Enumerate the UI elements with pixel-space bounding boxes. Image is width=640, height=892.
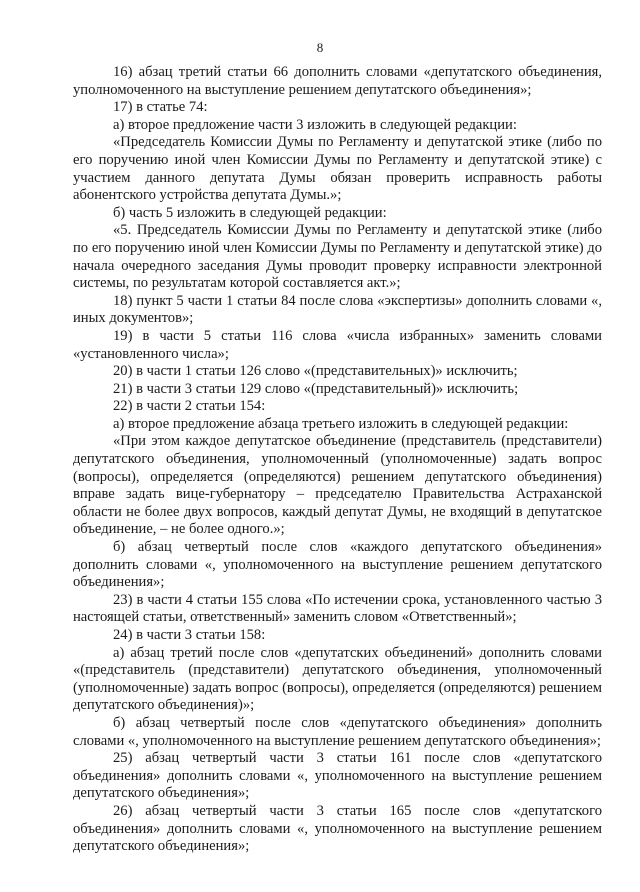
paragraph-17a: а) второе предложение части 3 изложить в следующей редакции: bbox=[113, 116, 517, 133]
paragraph-21: 21) в части 3 статьи 129 слово «(представительный)» исключить; bbox=[113, 380, 519, 397]
paragraph-24: 24) в части 3 статьи 158: bbox=[113, 627, 266, 643]
paragraph-22b: б) абзац четвертый после слов «каждого депутатского объединения» дополнить словами «, уполномоченного на выступление решением депутатского объединения»; bbox=[73, 539, 602, 591]
page-number: 8 bbox=[316, 40, 324, 55]
paragraph-24a: а) абзац третий после слов «депутатских объединений» дополнить словами «(представитель (представители) депутатского объединения, уполномоченный (уполномоченные) задать вопрос (вопросы), определяется (определяются) решением депутатского объединения)»; bbox=[73, 644, 602, 714]
paragraph-16: 16) абзац третий статьи 66 дополнить словами «депутатского объединения, уполномоченного на выступление решением депутатского объединения»; bbox=[73, 64, 602, 98]
paragraph-26: 26) абзац четвертый части 3 статьи 165 после слов «депутатского объединения» дополнить словами «, уполномоченного на выступление решением депутатского объединения»; bbox=[73, 802, 602, 855]
paragraph-17: 17) в статье 74: bbox=[113, 99, 208, 116]
paragraph-17a-quote: «Председатель Комиссии Думы по Регламенту и депутатской этике (либо по его поручению иной член Комиссии Думы по Регламенту и депутатской этике) с участием данного депутата Думы обязан проверить исправность работы абонентского устройства депутата Думы.»; bbox=[73, 134, 602, 204]
paragraph-25: 25) абзац четвертый части 3 статьи 161 после слов «депутатского объединения» дополнить словами «, уполномоченного на выступление решением депутатского объединения»; bbox=[73, 750, 602, 802]
paragraph-17b: б) часть 5 изложить в следующей редакции: bbox=[113, 204, 387, 221]
document-body bbox=[73, 64, 602, 856]
paragraph-18: 18) пункт 5 части 1 статьи 84 после слова «экспертизы» дополнить словами «, иных документов»; bbox=[73, 292, 602, 327]
paragraph-22a-quote: «При этом каждое депутатское объединение (представитель (представители) депутатского объединения, уполномоченный (уполномоченные) задать вопрос (вопросы), определяется (определяются) решением депутатского объединения) вправе задать вице-губернатору – председателю Правительства Астраханской области не более двух вопросов, каждый депутат Думы, не входящий в депутатское объединение, – не более одного.»; bbox=[73, 433, 602, 538]
paragraph-22: 22) в части 2 статьи 154: bbox=[113, 398, 266, 415]
paragraph-24b: б) абзац четвертый после слов «депутатского объединения» дополнить словами «, уполномоченного на выступление решением депутатского объединения»; bbox=[73, 714, 602, 749]
paragraph-22a: а) второе предложение абзаца третьего изложить в следующей редакции: bbox=[113, 415, 569, 432]
paragraph-20: 20) в части 1 статьи 126 слово «(представительных)» исключить; bbox=[113, 363, 518, 380]
paragraph-17b-quote: «5. Председатель Комиссии Думы по Регламенту и депутатской этике (либо по его поручению иной член Комиссии Думы по Регламенту и депутатской этике) до начала очередного заседания Думы проводит проверку исправности электронной системы, по результатам которой составляется акт.»; bbox=[73, 222, 602, 292]
paragraph-23: 23) в части 4 статьи 155 слова «По истечении срока, установленного частью 3 настоящей статьи, ответственный» заменить словом «Ответственный»; bbox=[73, 591, 602, 626]
paragraph-19: 19) в части 5 статьи 116 слова «числа избранных» заменить словами «установленного числа»; bbox=[73, 327, 602, 362]
